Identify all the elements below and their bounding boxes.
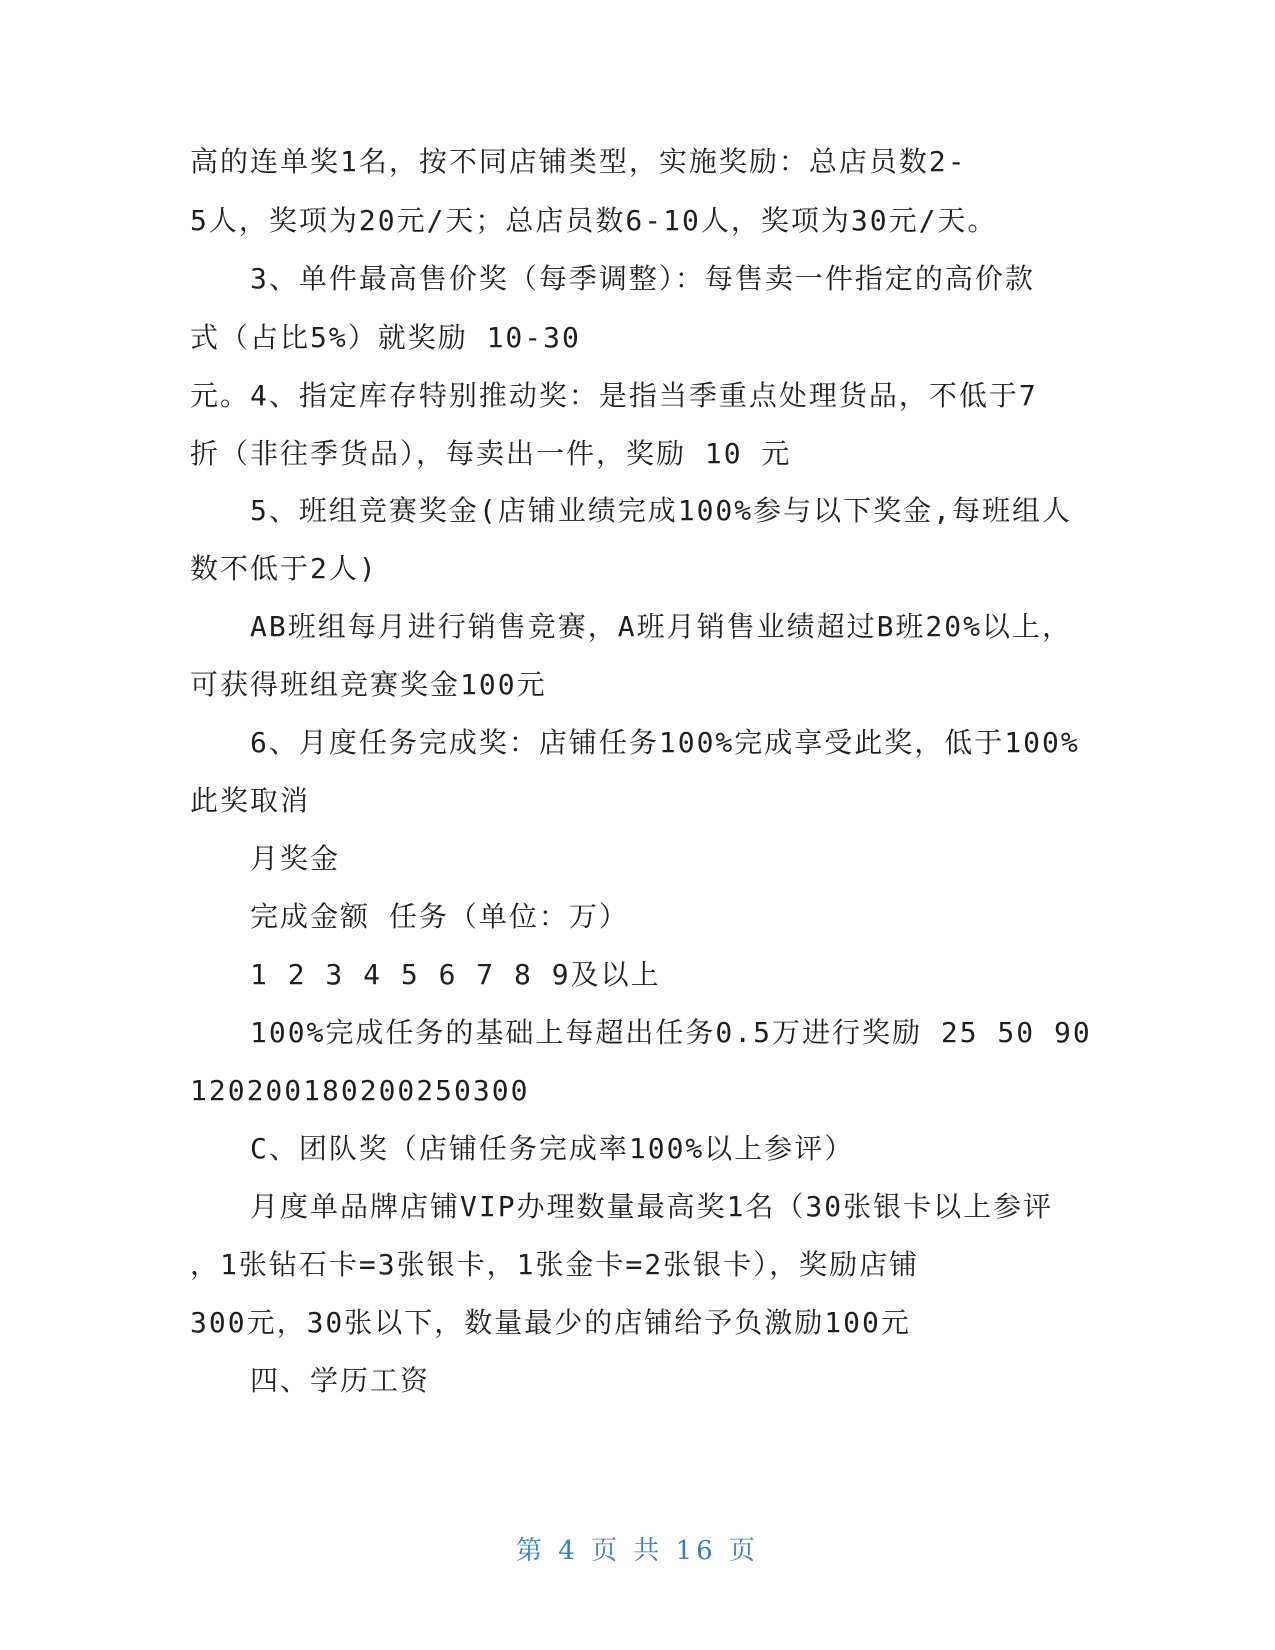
paragraph-line: 300元，30张以下，数量最少的店铺给予负激励100元 — [190, 1306, 911, 1339]
paragraph-line: 5、班组竞赛奖金(店铺业绩完成100%参与以下奖金,每班组人 — [250, 494, 1073, 527]
page-number-footer: 第 4 页 共 16 页 — [516, 1536, 759, 1566]
paragraph-line: 月奖金 — [250, 842, 341, 875]
paragraph-line: AB班组每月进行销售竞赛，A班月销售业绩超过B班20%以上， — [250, 610, 1073, 643]
paragraph-line: ，1张钻石卡=3张银卡，1张金卡=2张银卡），奖励店铺 — [190, 1248, 920, 1281]
paragraph-line: 高的连单奖1名，按不同店铺类型，实施奖励：总店员数2- — [190, 145, 967, 178]
paragraph-line: 此奖取消 — [190, 784, 311, 817]
paragraph-line: 3、单件最高售价奖（每季调整）：每售卖一件指定的高价款 — [250, 262, 1035, 295]
paragraph-line: C、团队奖（店铺任务完成率100%以上参评） — [250, 1132, 855, 1165]
paragraph-line: 数不低于2人) — [190, 552, 378, 585]
paragraph-line: 折（非往季货品），每卖出一件，奖励 10 元 — [190, 437, 792, 470]
paragraph-line: 完成金额 任务（单位：万） — [250, 900, 629, 933]
paragraph-line: 元。4、指定库存特别推动奖：是指当季重点处理货品，不低于7 — [190, 379, 1038, 412]
paragraph-line: 式（占比5%）就奖励 10-30 — [190, 321, 581, 354]
paragraph-line: 6、月度任务完成奖：店铺任务100%完成享受此奖，低于100% — [250, 726, 1080, 759]
paragraph-line: 1 2 3 4 5 6 7 8 9及以上 — [250, 958, 661, 991]
paragraph-line: 100%完成任务的基础上每超出任务0.5万进行奖励 25 50 90 — [250, 1016, 1092, 1049]
paragraph-line: 四、学历工资 — [250, 1364, 431, 1397]
paragraph-line: 月度单品牌店铺VIP办理数量最高奖1名（30张银卡以上参评 — [250, 1190, 1054, 1223]
paragraph-line: 120200180200250300 — [190, 1074, 530, 1107]
paragraph-line: 5人，奖项为20元/天；总店员数6-10人，奖项为30元/天。 — [190, 204, 998, 237]
paragraph-line: 可获得班组竞赛奖金100元 — [190, 668, 547, 701]
